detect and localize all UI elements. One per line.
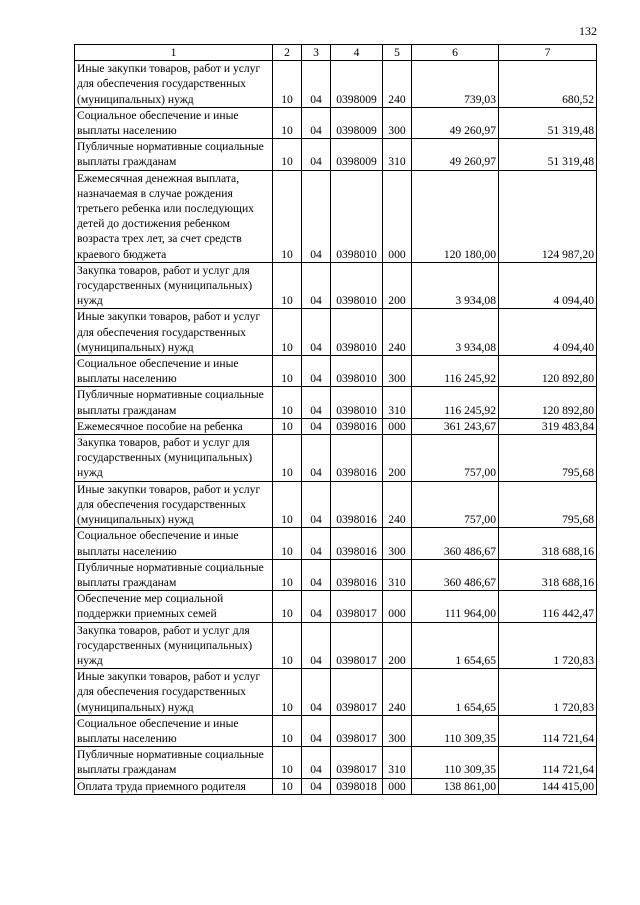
cell-target-code: 0398017 — [331, 715, 383, 746]
table-row — [75, 262, 597, 309]
header-row — [75, 45, 597, 61]
cell-target-code: 0398010 — [331, 387, 383, 418]
cell-amount-1: 361 243,67 — [412, 418, 499, 434]
table-row — [75, 309, 597, 356]
cell-amount-2: 120 892,80 — [499, 356, 597, 387]
cell-subsection: 04 — [302, 528, 331, 559]
page-number: 132 — [579, 24, 597, 38]
cell-name: Закупка товаров, работ и услуг для государственных (муниципальных) нужд — [75, 435, 273, 482]
cell-target-code: 0398016 — [331, 528, 383, 559]
cell-amount-2: 318 688,16 — [499, 559, 597, 590]
cell-subsection: 04 — [302, 139, 331, 170]
cell-section: 10 — [273, 418, 302, 434]
cell-amount-1: 360 486,67 — [412, 528, 499, 559]
table-row — [75, 778, 597, 794]
cell-expense-type: 300 — [383, 715, 412, 746]
cell-expense-type: 240 — [383, 669, 412, 716]
cell-target-code: 0398009 — [331, 107, 383, 138]
cell-section: 10 — [273, 481, 302, 528]
cell-amount-1: 111 964,00 — [412, 591, 499, 622]
cell-name: Социальное обеспечение и иные выплаты населению — [75, 356, 273, 387]
column-header: 2 — [273, 45, 302, 61]
cell-amount-2: 318 688,16 — [499, 528, 597, 559]
cell-target-code: 0398010 — [331, 356, 383, 387]
cell-section: 10 — [273, 107, 302, 138]
cell-section: 10 — [273, 778, 302, 794]
cell-name: Обеспечение мер социальной поддержки приемных семей — [75, 591, 273, 622]
cell-amount-1: 49 260,97 — [412, 139, 499, 170]
table-row — [75, 481, 597, 528]
cell-subsection: 04 — [302, 418, 331, 434]
cell-subsection: 04 — [302, 107, 331, 138]
cell-subsection: 04 — [302, 170, 331, 262]
cell-target-code: 0398010 — [331, 170, 383, 262]
cell-subsection: 04 — [302, 356, 331, 387]
cell-expense-type: 000 — [383, 591, 412, 622]
cell-target-code: 0398017 — [331, 591, 383, 622]
cell-amount-1: 138 861,00 — [412, 778, 499, 794]
cell-amount-1: 3 934,08 — [412, 262, 499, 309]
cell-expense-type: 300 — [383, 356, 412, 387]
cell-amount-1: 1 654,65 — [412, 669, 499, 716]
cell-amount-1: 360 486,67 — [412, 559, 499, 590]
cell-name: Ежемесячная денежная выплата, назначаемая в случае рождения третьего ребенка или последующих детей до достижения ребенком возраста трех лет, за счет средств краевого бюджета — [75, 170, 273, 262]
cell-amount-1: 757,00 — [412, 435, 499, 482]
table-row — [75, 61, 597, 108]
table-row — [75, 356, 597, 387]
cell-expense-type: 240 — [383, 481, 412, 528]
cell-name: Иные закупки товаров, работ и услуг для обеспечения государственных (муниципальных) нужд — [75, 61, 273, 108]
cell-section: 10 — [273, 309, 302, 356]
cell-subsection: 04 — [302, 778, 331, 794]
cell-name: Оплата труда приемного родителя — [75, 778, 273, 794]
cell-amount-1: 116 245,92 — [412, 356, 499, 387]
table-row — [75, 107, 597, 138]
cell-target-code: 0398017 — [331, 747, 383, 778]
table-row — [75, 387, 597, 418]
column-header: 7 — [499, 45, 597, 61]
cell-name: Закупка товаров, работ и услуг для государственных (муниципальных) нужд — [75, 262, 273, 309]
table-row — [75, 622, 597, 669]
cell-amount-2: 1 720,83 — [499, 669, 597, 716]
cell-expense-type: 240 — [383, 309, 412, 356]
cell-section: 10 — [273, 61, 302, 108]
cell-name: Публичные нормативные социальные выплаты гражданам — [75, 387, 273, 418]
cell-target-code: 0398016 — [331, 481, 383, 528]
cell-name: Закупка товаров, работ и услуг для государственных (муниципальных) нужд — [75, 622, 273, 669]
cell-section: 10 — [273, 669, 302, 716]
cell-expense-type: 200 — [383, 435, 412, 482]
cell-amount-1: 757,00 — [412, 481, 499, 528]
cell-amount-2: 4 094,40 — [499, 262, 597, 309]
table-row — [75, 559, 597, 590]
cell-section: 10 — [273, 262, 302, 309]
table-row — [75, 170, 597, 262]
cell-name: Ежемесячное пособие на ребенка — [75, 418, 273, 434]
cell-name: Иные закупки товаров, работ и услуг для обеспечения государственных (муниципальных) нужд — [75, 669, 273, 716]
cell-expense-type: 310 — [383, 139, 412, 170]
cell-subsection: 04 — [302, 309, 331, 356]
cell-subsection: 04 — [302, 387, 331, 418]
table-row — [75, 139, 597, 170]
table-body — [75, 61, 597, 795]
cell-name: Иные закупки товаров, работ и услуг для обеспечения государственных (муниципальных) нужд — [75, 481, 273, 528]
table-row — [75, 435, 597, 482]
cell-amount-2: 795,68 — [499, 435, 597, 482]
cell-section: 10 — [273, 591, 302, 622]
cell-target-code: 0398016 — [331, 435, 383, 482]
cell-amount-2: 114 721,64 — [499, 715, 597, 746]
cell-expense-type: 300 — [383, 107, 412, 138]
cell-amount-2: 124 987,20 — [499, 170, 597, 262]
cell-target-code: 0398017 — [331, 669, 383, 716]
cell-subsection: 04 — [302, 622, 331, 669]
cell-section: 10 — [273, 387, 302, 418]
cell-target-code: 0398010 — [331, 309, 383, 356]
cell-expense-type: 000 — [383, 778, 412, 794]
cell-amount-1: 110 309,35 — [412, 715, 499, 746]
cell-subsection: 04 — [302, 559, 331, 590]
cell-target-code: 0398009 — [331, 61, 383, 108]
cell-amount-2: 795,68 — [499, 481, 597, 528]
cell-name: Социальное обеспечение и иные выплаты населению — [75, 528, 273, 559]
column-header: 1 — [75, 45, 273, 61]
cell-amount-1: 1 654,65 — [412, 622, 499, 669]
cell-amount-2: 51 319,48 — [499, 139, 597, 170]
cell-amount-2: 680,52 — [499, 61, 597, 108]
cell-subsection: 04 — [302, 591, 331, 622]
cell-subsection: 04 — [302, 715, 331, 746]
column-header: 5 — [383, 45, 412, 61]
cell-amount-2: 51 319,48 — [499, 107, 597, 138]
cell-amount-2: 120 892,80 — [499, 387, 597, 418]
cell-expense-type: 000 — [383, 170, 412, 262]
table-row — [75, 418, 597, 434]
cell-expense-type: 310 — [383, 559, 412, 590]
cell-expense-type: 200 — [383, 262, 412, 309]
cell-name: Публичные нормативные социальные выплаты гражданам — [75, 139, 273, 170]
cell-expense-type: 240 — [383, 61, 412, 108]
cell-name: Публичные нормативные социальные выплаты гражданам — [75, 559, 273, 590]
cell-name: Публичные нормативные социальные выплаты гражданам — [75, 747, 273, 778]
table-row — [75, 715, 597, 746]
cell-subsection: 04 — [302, 669, 331, 716]
cell-section: 10 — [273, 435, 302, 482]
cell-name: Иные закупки товаров, работ и услуг для обеспечения государственных (муниципальных) нужд — [75, 309, 273, 356]
cell-expense-type: 310 — [383, 387, 412, 418]
cell-subsection: 04 — [302, 481, 331, 528]
cell-expense-type: 300 — [383, 528, 412, 559]
table-row — [75, 747, 597, 778]
cell-section: 10 — [273, 170, 302, 262]
cell-amount-1: 110 309,35 — [412, 747, 499, 778]
cell-expense-type: 000 — [383, 418, 412, 434]
cell-section: 10 — [273, 559, 302, 590]
cell-amount-1: 3 934,08 — [412, 309, 499, 356]
table-row — [75, 669, 597, 716]
cell-amount-1: 116 245,92 — [412, 387, 499, 418]
cell-section: 10 — [273, 356, 302, 387]
cell-target-code: 0398016 — [331, 418, 383, 434]
cell-section: 10 — [273, 715, 302, 746]
table-row — [75, 528, 597, 559]
budget-table — [74, 44, 597, 795]
column-header: 3 — [302, 45, 331, 61]
cell-amount-1: 120 180,00 — [412, 170, 499, 262]
cell-amount-2: 1 720,83 — [499, 622, 597, 669]
cell-name: Социальное обеспечение и иные выплаты населению — [75, 715, 273, 746]
cell-subsection: 04 — [302, 747, 331, 778]
cell-target-code: 0398009 — [331, 139, 383, 170]
table-row — [75, 591, 597, 622]
cell-target-code: 0398018 — [331, 778, 383, 794]
cell-amount-2: 144 415,00 — [499, 778, 597, 794]
cell-section: 10 — [273, 528, 302, 559]
cell-subsection: 04 — [302, 435, 331, 482]
cell-amount-1: 739,03 — [412, 61, 499, 108]
cell-subsection: 04 — [302, 262, 331, 309]
cell-amount-2: 114 721,64 — [499, 747, 597, 778]
cell-amount-2: 4 094,40 — [499, 309, 597, 356]
column-header: 4 — [331, 45, 383, 61]
column-header: 6 — [412, 45, 499, 61]
cell-name: Социальное обеспечение и иные выплаты населению — [75, 107, 273, 138]
cell-target-code: 0398017 — [331, 622, 383, 669]
cell-amount-2: 116 442,47 — [499, 591, 597, 622]
cell-section: 10 — [273, 747, 302, 778]
cell-amount-2: 319 483,84 — [499, 418, 597, 434]
cell-amount-1: 49 260,97 — [412, 107, 499, 138]
cell-expense-type: 310 — [383, 747, 412, 778]
cell-subsection: 04 — [302, 61, 331, 108]
cell-section: 10 — [273, 622, 302, 669]
cell-expense-type: 200 — [383, 622, 412, 669]
cell-section: 10 — [273, 139, 302, 170]
cell-target-code: 0398016 — [331, 559, 383, 590]
cell-target-code: 0398010 — [331, 262, 383, 309]
